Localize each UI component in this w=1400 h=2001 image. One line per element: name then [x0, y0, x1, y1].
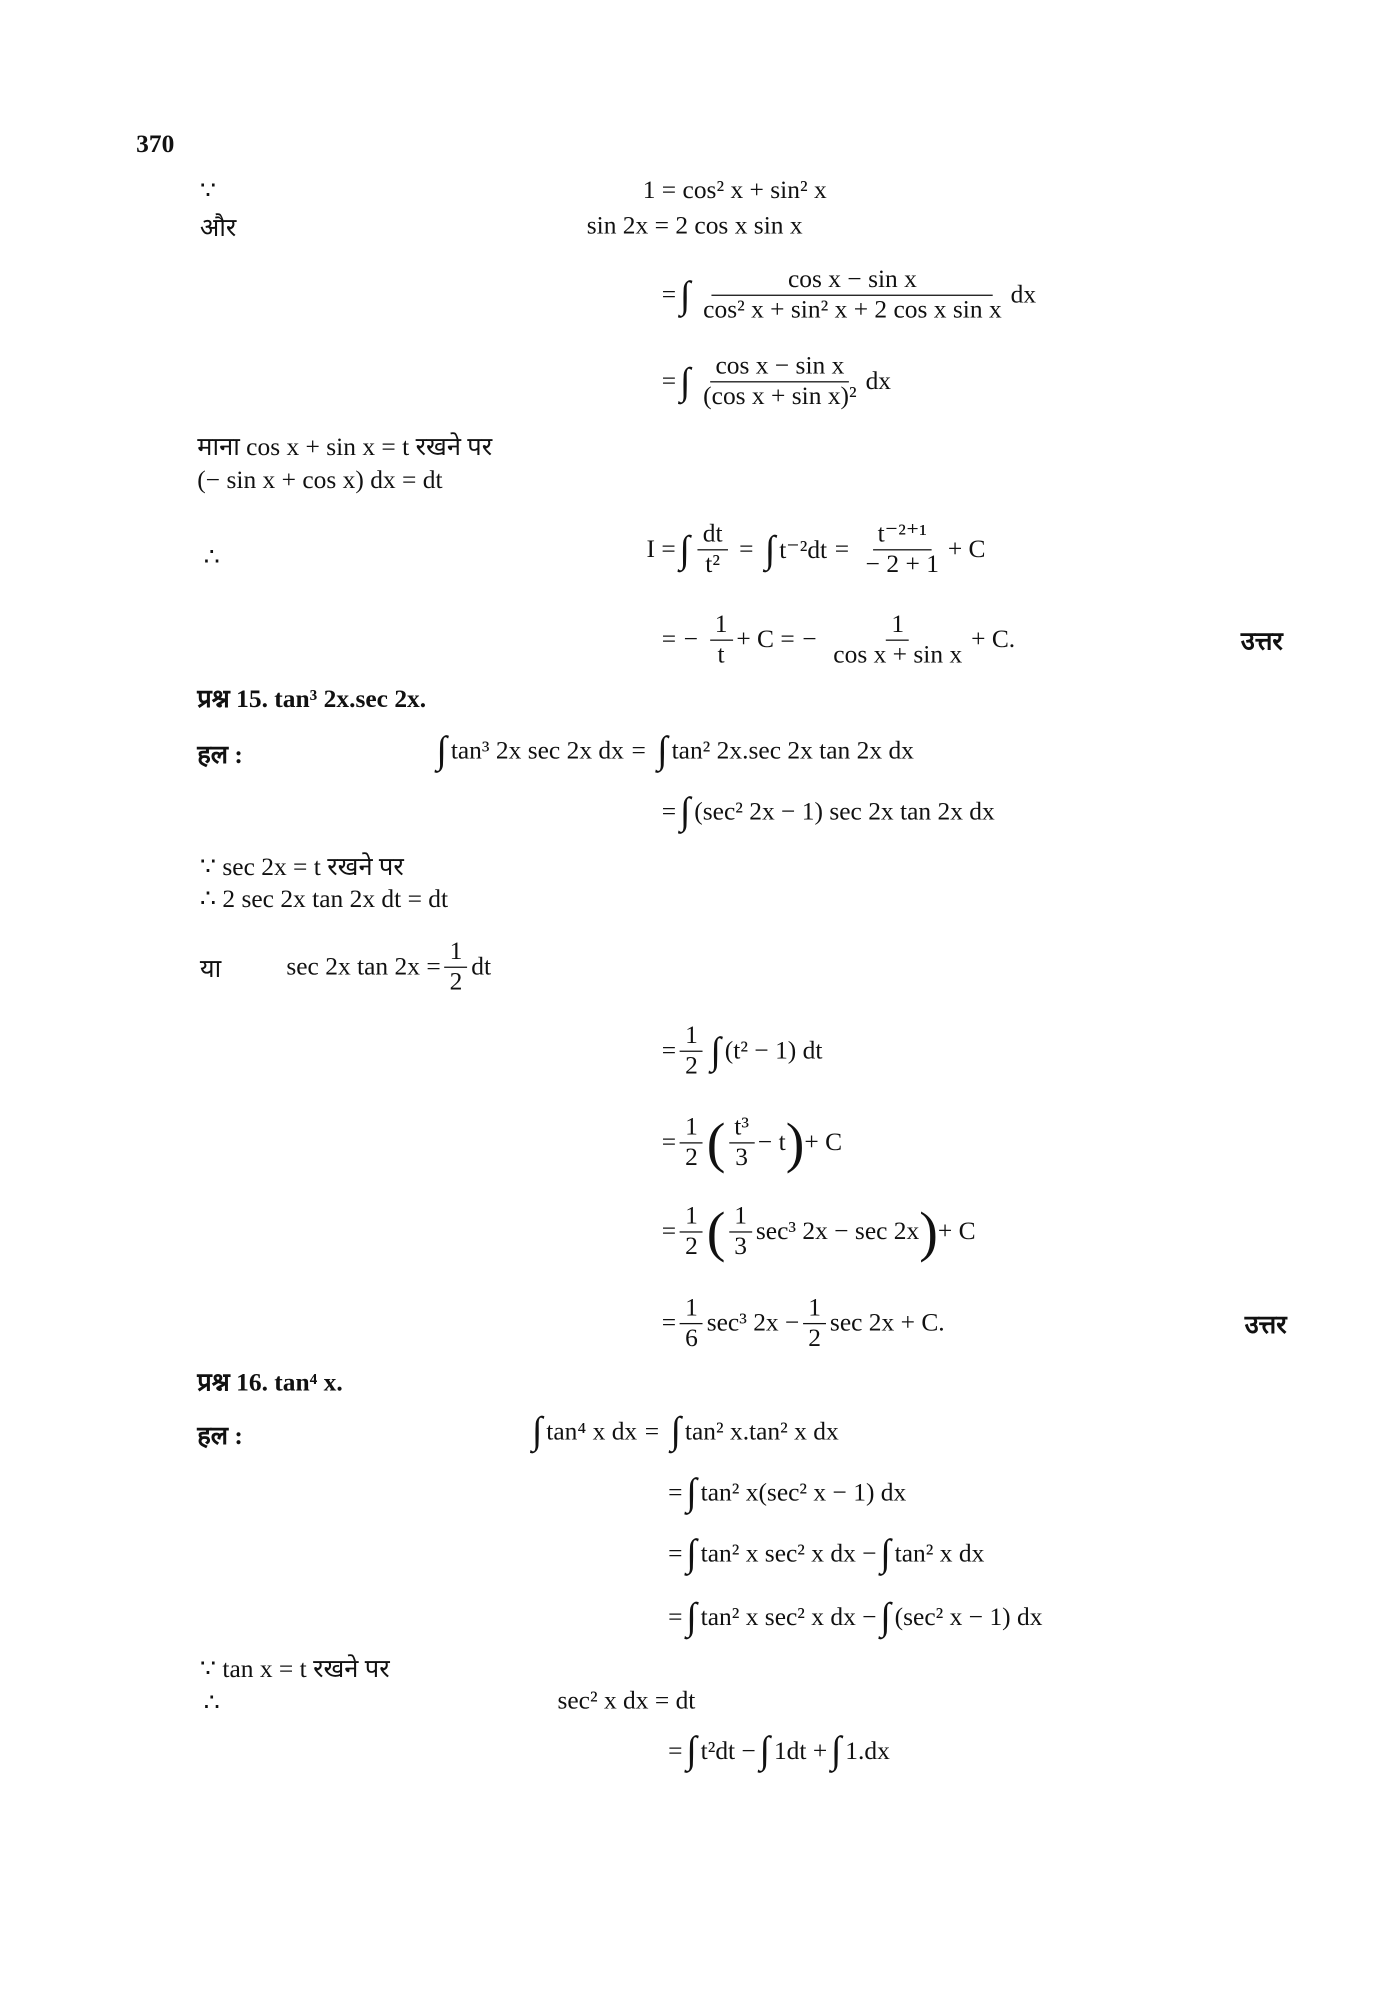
numerator: 1: [803, 1294, 826, 1325]
numerator: 1: [680, 1113, 703, 1144]
denominator: 3: [734, 1232, 747, 1261]
because-mark: ∵: [199, 177, 217, 206]
constant: + C: [947, 535, 986, 564]
term: 1dt +: [773, 1736, 828, 1765]
therefore-mark: ∴: [203, 544, 220, 573]
fraction: [680, 1021, 703, 1081]
equation-step: [662, 610, 1015, 670]
equation-step: [662, 352, 891, 412]
equals: =: [739, 535, 754, 564]
minus: −: [683, 625, 699, 654]
denominator: (cos x + sin x)²: [703, 382, 857, 411]
denominator: 2: [449, 967, 463, 996]
term: (sec² x − 1) dx: [894, 1602, 1043, 1631]
rhs: tan² 2x.sec 2x tan 2x dx: [671, 736, 914, 765]
denominator: 3: [735, 1143, 748, 1172]
equation-step: [661, 790, 995, 833]
solution-label: हल :: [197, 1422, 243, 1451]
numerator: cos x − sin x: [710, 352, 849, 383]
equation-step: [668, 1471, 907, 1514]
double-angle-line: sin 2x = 2 cos x sin x: [586, 211, 803, 240]
integral-sign: ∫: [670, 1410, 682, 1453]
lhs: tan³ 2x sec 2x dx: [450, 736, 624, 765]
numerator: 1: [680, 1294, 703, 1325]
rhs: tan² x.tan² x dx: [684, 1417, 839, 1446]
numerator: 1: [680, 1202, 703, 1233]
integral-sign: ∫: [831, 1729, 842, 1772]
paren: (: [706, 1111, 726, 1174]
fraction: [698, 265, 1007, 325]
solution-label: हल :: [197, 741, 243, 770]
therefore-mark: ∴: [203, 1689, 220, 1718]
denominator: t²: [705, 550, 721, 579]
term: tan² x sec² x dx −: [700, 1539, 877, 1568]
integral-sign: ∫: [679, 790, 691, 833]
substitution-line: ∵ sec 2x = t रखने पर: [199, 853, 404, 882]
equals: =: [631, 736, 646, 765]
denominator: cos x + sin x: [833, 640, 963, 669]
fraction: [861, 520, 944, 580]
integral-sign: ∫: [531, 1410, 543, 1453]
constant: + C: [804, 1128, 843, 1157]
equals: =: [834, 535, 850, 564]
answer-label: उत्तर: [1244, 1311, 1287, 1340]
page-number: 370: [136, 130, 175, 159]
integral-sign: ∫: [880, 1532, 891, 1575]
fraction: [803, 1294, 826, 1354]
equals: =: [668, 1478, 683, 1507]
fraction: [729, 1113, 754, 1173]
dx: dx: [865, 367, 892, 396]
denominator: 2: [685, 1143, 698, 1172]
numerator: 1: [886, 610, 909, 641]
equation-step: [668, 1532, 985, 1575]
equation-step: [662, 265, 1036, 325]
fraction: [710, 610, 733, 670]
term: − t: [757, 1128, 786, 1157]
term: 1.dx: [845, 1736, 890, 1765]
equation-step: [528, 1410, 839, 1453]
equals: =: [661, 1036, 677, 1065]
fraction: [680, 1113, 703, 1173]
equation-step: [662, 1113, 842, 1173]
equation-step: [662, 1202, 976, 1262]
term: sec³ 2x − sec 2x: [755, 1217, 920, 1246]
integral-sign: ∫: [764, 528, 776, 571]
equation-step: [668, 1595, 1043, 1638]
numerator: t³: [729, 1113, 754, 1144]
fraction: [680, 1202, 703, 1262]
integral-sign: ∫: [686, 1532, 697, 1575]
term: tan² x sec² x dx −: [700, 1602, 877, 1631]
fraction: [729, 1202, 752, 1262]
term: sec 2x + C.: [829, 1308, 945, 1337]
equals: =: [668, 1602, 683, 1631]
numerator: 1: [710, 610, 733, 641]
differential-line: sec² x dx = dt: [557, 1686, 696, 1715]
substitution-line: ∵ tan x = t रखने पर: [199, 1655, 390, 1684]
equals: =: [668, 1539, 683, 1568]
paren: ): [919, 1200, 938, 1263]
term: t⁻²dt: [779, 536, 828, 565]
constant: + C.: [971, 625, 1016, 654]
equation-step: [433, 729, 914, 772]
integral-sign: ∫: [657, 729, 668, 772]
substitution-line: माना cos x + sin x = t रखने पर: [197, 433, 493, 462]
denominator: 2: [808, 1324, 822, 1353]
equation-step: [662, 1294, 945, 1354]
integral-sign: ∫: [686, 1595, 697, 1638]
identity-line: 1 = cos² x + sin² x: [642, 176, 827, 205]
equals: =: [668, 1736, 683, 1765]
lhs: I =: [646, 535, 676, 564]
fraction: [444, 937, 467, 997]
fraction: [680, 1294, 703, 1354]
equals: =: [661, 625, 677, 654]
equals: =: [661, 1128, 677, 1157]
numerator: t⁻²⁺¹: [873, 520, 932, 551]
term: + C =: [736, 625, 795, 654]
denominator: t: [717, 640, 725, 669]
equals: =: [661, 367, 677, 396]
integral-sign: ∫: [686, 1729, 697, 1772]
equals: =: [644, 1417, 660, 1446]
equation-step: [647, 520, 986, 580]
denominator: 2: [685, 1051, 698, 1080]
dt: dt: [471, 952, 492, 981]
integral-sign: ∫: [679, 360, 691, 403]
fraction: [828, 610, 967, 670]
or-label: या: [199, 955, 222, 984]
differential-line: (− sin x + cos x) dx = dt: [197, 466, 443, 495]
equation-step: [662, 1021, 823, 1081]
paren: (: [706, 1200, 726, 1263]
integral-sign: ∫: [436, 729, 447, 772]
numerator: 1: [729, 1202, 752, 1233]
denominator: cos² x + sin² x + 2 cos x sin x: [703, 295, 1002, 324]
fraction: [698, 520, 728, 580]
rhs: (t² − 1) dt: [724, 1036, 823, 1065]
integral-sign: ∫: [710, 1029, 721, 1072]
lhs: tan⁴ x dx: [546, 1417, 638, 1446]
denominator: 2: [685, 1232, 698, 1261]
equation-step: [286, 937, 491, 997]
equals: =: [661, 280, 677, 309]
lhs: sec 2x tan 2x =: [286, 952, 441, 981]
equation-step: [668, 1729, 890, 1772]
denominator: − 2 + 1: [865, 550, 939, 579]
integral-sign: ∫: [686, 1471, 697, 1514]
term: t²dt −: [700, 1736, 756, 1765]
paren: ): [785, 1111, 805, 1174]
question-15-title: प्रश्न 15. tan³ 2x.sec 2x.: [197, 685, 427, 714]
dx: dx: [1010, 280, 1037, 309]
integral-sign: ∫: [679, 528, 691, 571]
numerator: 1: [680, 1021, 703, 1052]
numerator: 1: [444, 937, 467, 968]
fraction: [698, 352, 862, 412]
numerator: dt: [698, 520, 728, 551]
and-label: और: [199, 214, 237, 243]
equals: =: [661, 797, 677, 826]
term: tan² x dx: [894, 1539, 985, 1568]
denominator: 6: [685, 1324, 698, 1353]
minus: −: [802, 625, 817, 654]
integral-sign: ∫: [880, 1595, 891, 1638]
answer-label: उत्तर: [1240, 628, 1283, 657]
rhs: (sec² 2x − 1) sec 2x tan 2x dx: [694, 797, 995, 826]
constant: + C: [937, 1217, 976, 1246]
integral-sign: ∫: [759, 1729, 771, 1772]
equals: =: [661, 1217, 677, 1246]
differential-line: ∴ 2 sec 2x tan 2x dt = dt: [199, 885, 449, 914]
question-16-title: प्रश्न 16. tan⁴ x.: [197, 1368, 343, 1397]
rhs: tan² x(sec² x − 1) dx: [700, 1478, 907, 1507]
equals: =: [661, 1308, 677, 1337]
term: sec³ 2x −: [706, 1308, 800, 1337]
integral-sign: ∫: [679, 273, 691, 316]
numerator: cos x − sin x: [712, 265, 994, 296]
